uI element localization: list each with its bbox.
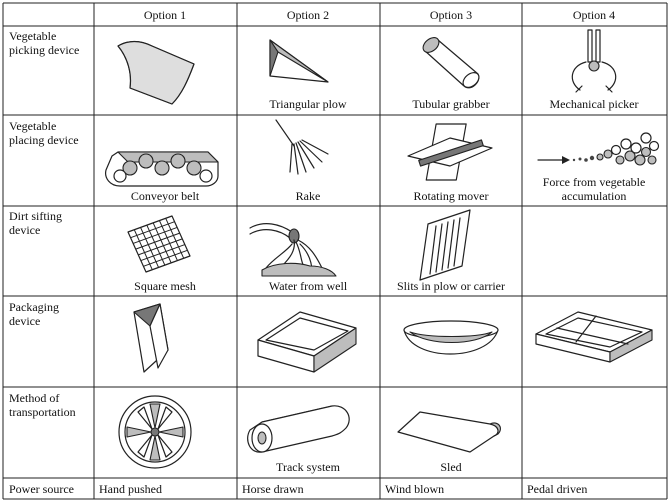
row-label-placing: Vegetable placing device	[9, 119, 79, 147]
rotating-mover-icon	[408, 124, 492, 180]
mechanical-picker-icon	[572, 30, 615, 92]
rake-icon	[276, 120, 328, 174]
bowl-icon	[404, 321, 498, 354]
row-label-power: Power source	[9, 482, 74, 496]
caption-water-from-well: Water from well	[268, 279, 348, 293]
caption-vegetable-accumulation: Force from vegetable accumulation	[542, 175, 646, 203]
curved-sheet-icon	[118, 42, 194, 105]
option-1-header: Option 1	[143, 8, 187, 22]
row-label-transportation: Method of transportation	[9, 391, 76, 419]
divided-tray-icon	[536, 312, 652, 362]
triangular-plow-icon	[270, 40, 328, 82]
row-label-packaging: Packaging device	[9, 300, 59, 328]
power-wind-blown: Wind blown	[385, 482, 445, 496]
caption-mechanical-picker: Mechanical picker	[549, 97, 639, 111]
slits-icon	[420, 210, 470, 280]
square-mesh-icon	[128, 216, 190, 272]
option-3-header: Option 3	[429, 8, 473, 22]
caption-conveyor-belt: Conveyor belt	[130, 189, 200, 203]
row-label-sifting: Dirt sifting device	[9, 209, 62, 237]
caption-track-system: Track system	[276, 460, 340, 474]
option-2-header: Option 2	[286, 8, 330, 22]
triangular-prism-icon	[134, 304, 168, 372]
sled-icon	[398, 412, 500, 452]
row-label-picking: Vegetable picking device	[9, 29, 80, 57]
option-4-header: Option 4	[572, 8, 616, 22]
caption-triangular-plow: Triangular plow	[269, 97, 347, 111]
wheel-icon	[119, 396, 191, 468]
caption-square-mesh: Square mesh	[134, 279, 196, 293]
caption-tubular-grabber: Tubular grabber	[412, 97, 490, 111]
track-system-icon	[248, 406, 350, 452]
open-box-icon	[258, 312, 356, 372]
power-pedal-driven: Pedal driven	[527, 482, 588, 496]
tubular-grabber-icon	[420, 35, 482, 91]
power-horse-drawn: Horse drawn	[242, 482, 304, 496]
conveyor-belt-icon	[106, 152, 218, 186]
caption-slits: Slits in plow or carrier	[397, 279, 505, 293]
power-hand-pushed: Hand pushed	[99, 482, 162, 496]
caption-sled: Sled	[440, 460, 462, 474]
vegetable-accumulation-icon	[538, 133, 659, 165]
water-from-well-icon	[250, 224, 336, 276]
caption-rake: Rake	[295, 189, 321, 203]
caption-rotating-mover: Rotating mover	[413, 189, 489, 203]
